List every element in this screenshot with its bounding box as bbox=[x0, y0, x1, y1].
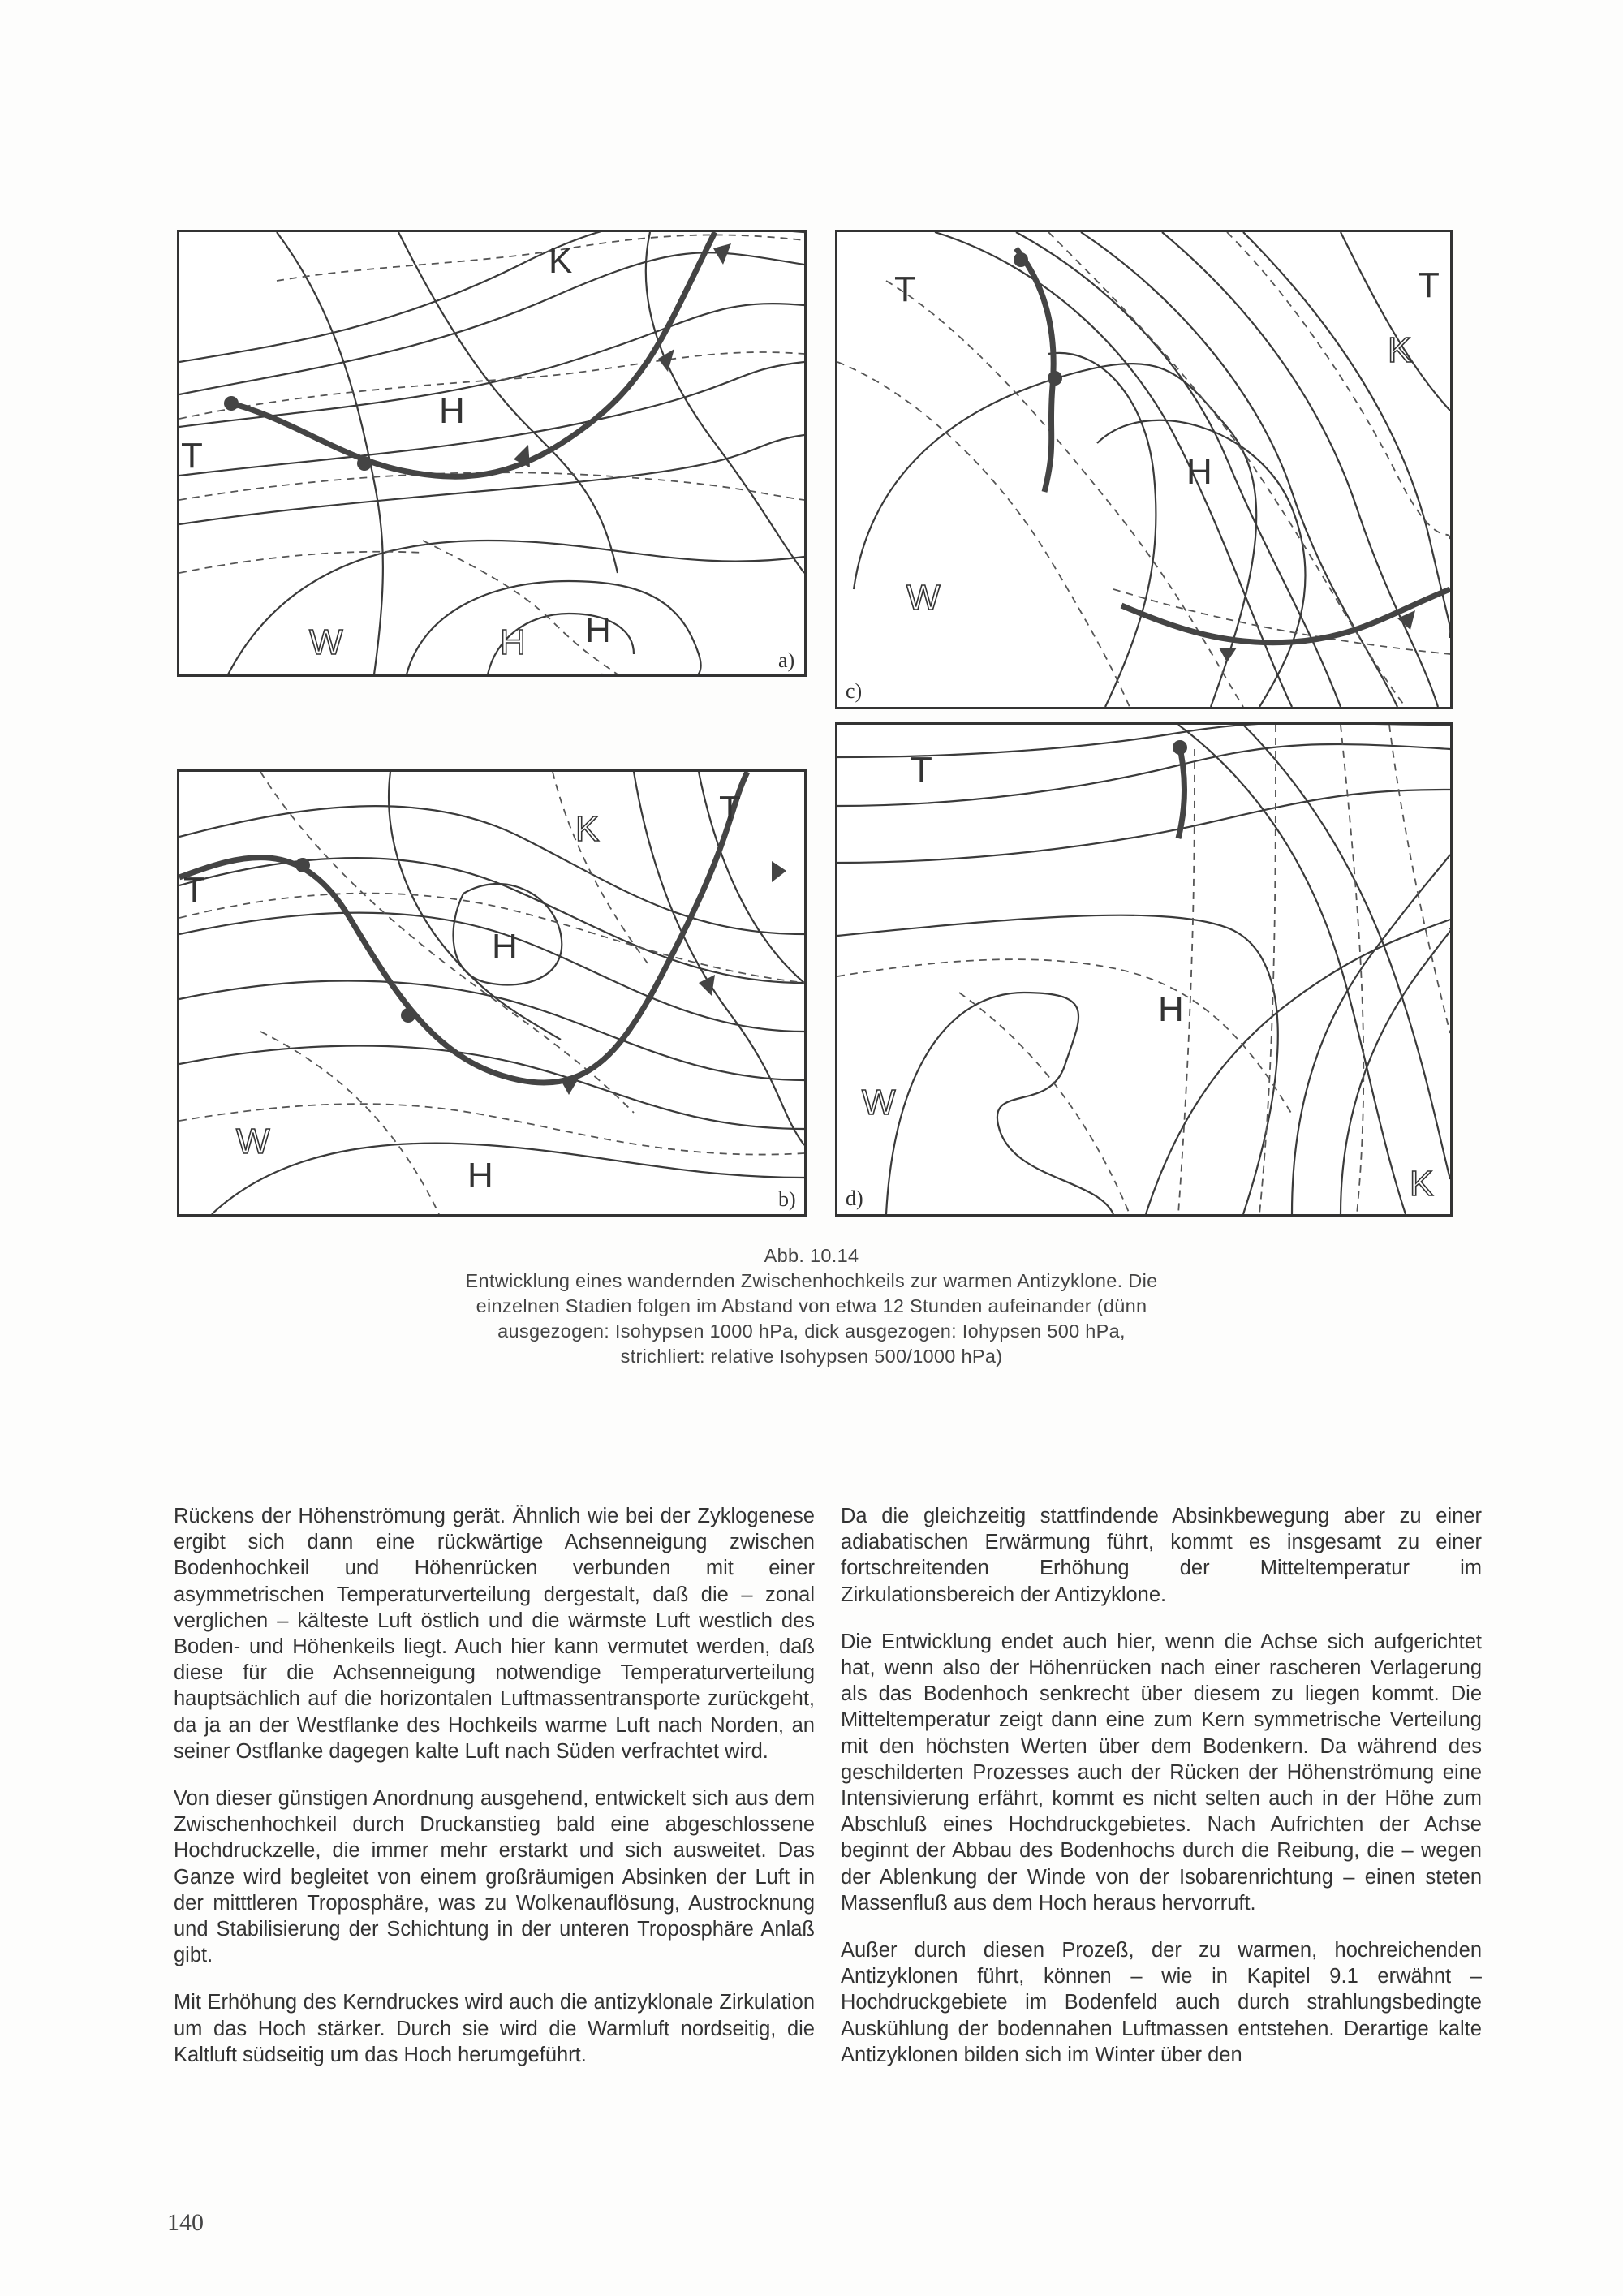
isohypse-map-d bbox=[837, 725, 1450, 1214]
panel-tag-b: b) bbox=[778, 1187, 796, 1211]
label-cold-d: K bbox=[1410, 1164, 1434, 1204]
paragraph: Mit Erhöhung des Kerndruckes wird auch die antizyklonale Zirkulation um das Hoch stärker. Durch sie wird die Warmluft nordseitig, die Kaltluft südseitig um das Hoch herumgeführt. bbox=[174, 1991, 815, 2066]
label-cold-b: K bbox=[575, 809, 600, 849]
isohypse-map-a bbox=[179, 232, 804, 674]
label-high-b1: H bbox=[492, 927, 518, 967]
label-low-c1: T bbox=[894, 269, 916, 309]
label-high-a3: H bbox=[585, 610, 611, 650]
label-low-c2: T bbox=[1418, 265, 1440, 305]
label-high-a1: H bbox=[439, 391, 465, 431]
label-high-b2: H bbox=[467, 1156, 493, 1195]
panel-tag-a: a) bbox=[778, 648, 795, 672]
text-column-left bbox=[174, 1503, 815, 2089]
label-high-a2: H bbox=[500, 622, 526, 662]
paragraph: Außer durch diesen Prozeß, der zu warmen, hochreichenden Antizyklonen führt, können – wie in Kapitel 9.1 erwähnt – Hochdruckgebiete im Bodenfeld auch durch strahlungsbedingte Auskühlung der bodennahen Luftmassen entstehen. Derartige kalte Antizyklonen bilden sich im Winter über den bbox=[841, 1939, 1482, 2066]
label-low-d: T bbox=[911, 750, 932, 790]
figure-panel-c bbox=[835, 230, 1453, 709]
isohypse-map-c bbox=[837, 232, 1450, 707]
label-high-d: H bbox=[1158, 989, 1184, 1029]
paragraph: Da die gleichzeitig stattfindende Absinkbewegung aber zu einer adiabatischen Erwärmung führt, kommt es insgesamt zu einer fortschreitenden Erhöhung der Mitteltemperatur im Zirkulationsbereich der Antizyklone. bbox=[841, 1505, 1482, 1606]
label-low-b2: T bbox=[719, 789, 741, 829]
figure-number: Abb. 10.14 bbox=[764, 1245, 859, 1266]
paragraph: Von dieser günstigen Anordnung ausgehend, entwickelt sich aus dem Zwischenhochkeil durch Druckanstieg bald eine abgeschlossene Hochdruckzelle, die immer mehr erstarkt und sich ausweitet. Das Ganze wird begleitet von einem großräumigen Absinken der Luft in der mitttleren Troposphäre, was zu Wolkenauflösung, Austrocknung und Stabilisierung der Schichtung in der unteren Troposphäre Anlaß gibt. bbox=[174, 1787, 815, 1967]
figure-panel-d bbox=[835, 722, 1453, 1217]
page-number: 140 bbox=[167, 2209, 204, 2236]
label-warm-b: W bbox=[236, 1122, 270, 1161]
label-low-b1: T bbox=[183, 870, 205, 910]
figure-caption-text: Entwicklung eines wandernden Zwischenhochkeils zur warmen Antizyklone. Die einzelnen Stadien folgen im Abstand von etwa 12 Stunden aufeinander (dünn ausgezogen: Isohypsen 1000 hPa, dick ausgezogen: Iohypsen 500 hPa, strichliert: relative Isohypsen 500/1000 hPa) bbox=[465, 1270, 1158, 1367]
figure-panel-b bbox=[177, 769, 807, 1217]
label-high-c: H bbox=[1186, 452, 1212, 492]
paragraph: Die Entwicklung endet auch hier, wenn die Achse sich aufgerichtet hat, wenn also der Höhenrücken nach einer rascheren Verlagerung als das Bodenhoch senkrecht über diesem zu liegen kommt. Die Mitteltemperatur zeigt dann eine zum Kern symmetrische Verteilung mit den höchsten Werten über dem Bodenkern. Da während des geschilderten Prozesses auch der Rücken der Höhenströmung eine Intensivierung erfährt, kommt es nicht selten auch in der Höhe zum Abschluß eines Hochdruckgebietes. Nach Aufrichten der Achse beginnt der Abbau des Bodenhochs durch die Reibung, die – wegen der Ablenkung der Winde von der Isobarenrichtung – einen steten Massenfluß aus dem Hoch heraus hervorruft. bbox=[841, 1630, 1482, 1915]
figure-panel-a bbox=[177, 230, 807, 677]
label-warm-d: W bbox=[862, 1083, 896, 1122]
label-cold-c: K bbox=[1388, 330, 1412, 370]
figure-caption bbox=[454, 1243, 1169, 1369]
label-low-a: T bbox=[181, 436, 203, 476]
isohypse-map-b bbox=[179, 772, 804, 1214]
text-column-right bbox=[841, 1503, 1482, 2089]
label-warm-a: W bbox=[309, 622, 343, 662]
panel-tag-c: c) bbox=[846, 679, 863, 703]
label-warm-c: W bbox=[906, 578, 941, 618]
label-cold-a: K bbox=[549, 241, 573, 281]
panel-tag-d: d) bbox=[846, 1187, 863, 1210]
paragraph: Rückens der Höhenströmung gerät. Ähnlich wie bei der Zyklogenese ergibt sich dann eine rückwärtige Achsenneigung zwischen Bodenhochkeil und Höhenrücken verbunden mit einer asymmetrischen Temperaturverteilung dergestalt, daß die – zonal verglichen – kälteste Luft östlich und die wärmste Luft westlich des Boden- und Höhenkeils liegt. Auch hier kann vermutet werden, daß diese für die Achsenneigung notwendige Temperaturverteilung hauptsächlich auf die horizontalen Luftmassentransporte zurückgeht, da ja an der Westflanke des Hochkeils warme Luft nach Norden, an seiner Ostflanke dagegen kalte Luft nach Süden verfrachtet wird. bbox=[174, 1505, 815, 1763]
